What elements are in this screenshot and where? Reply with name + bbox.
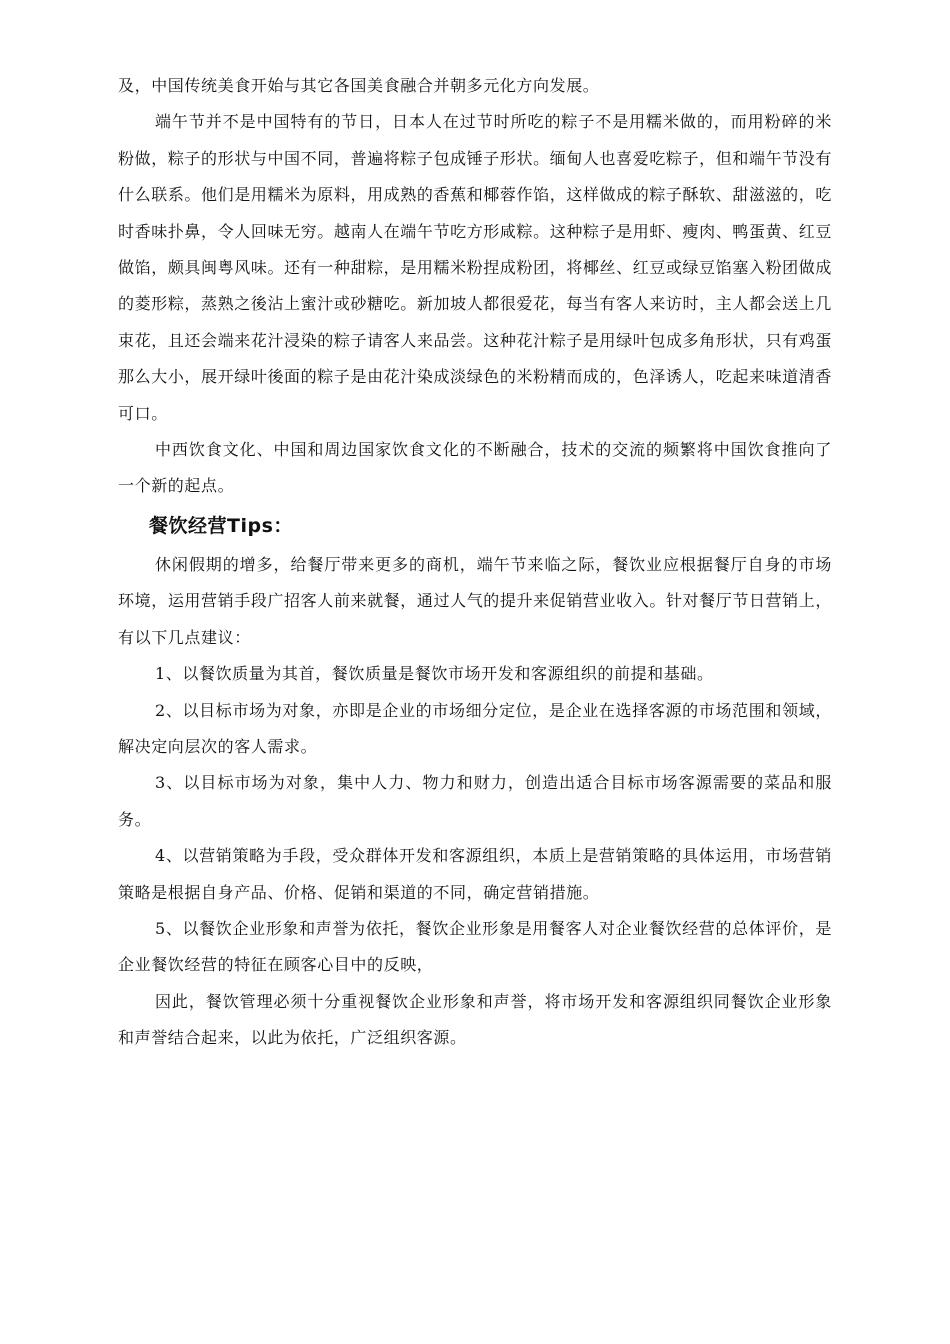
document-body: [118, 68, 832, 1057]
section-heading-tips: 餐饮经营Tips：: [149, 514, 293, 537]
paragraph-culture-fusion: 中西饮食文化、中国和周边国家饮食文化的不断融合，技术的交流的频繁将中国饮食推向了一个新的起点。: [118, 440, 832, 496]
paragraph-tip-5: 5、以餐饮企业形象和声誉为依托，餐饮企业形象是用餐客人对企业餐饮经营的总体评价，是企业餐饮经营的特征在顾客心目中的反映，: [118, 918, 832, 975]
paragraph-tip-4: 4、以营销策略为手段，受众群体开发和客源组织，本质上是营销策略的具体运用，市场营销策略是根据自身产品、价格、促销和渠道的不同，确定营销措施。: [118, 846, 832, 902]
paragraph-tip-2: 2、以目标市场为对象，亦即是企业的市场细分定位，是企业在选择客源的市场范围和领域，解决定向层次的客人需求。: [118, 700, 832, 756]
paragraph-tips-intro: 休闲假期的增多，给餐厅带来更多的商机，端午节来临之际，餐饮业应根据餐厅自身的市场环境，运用营销手段广招客人前来就餐，通过人气的提升来促销营业收入。针对餐厅节日营销上，有以下几点建议：: [118, 554, 832, 647]
paragraph-continuation: 及，中国传统美食开始与其它各国美食融合并朝多元化方向发展。: [118, 76, 600, 95]
paragraph-conclusion: 因此，餐饮管理必须十分重视餐饮企业形象和声誉，将市场开发和客源组织同餐饮企业形象和声誉结合起来，以此为依托，广泛组织客源。: [118, 991, 832, 1048]
paragraph-tip-3: 3、以目标市场为对象，集中人力、物力和财力，创造出适合目标市场客源需要的菜品和服务。: [118, 773, 832, 829]
paragraph-dragon-boat-abroad: 端午节并不是中国特有的节日，日本人在过节时所吃的粽子不是用糯米做的，而用粉碎的米粉做，粽子的形状与中国不同，普遍将粽子包成锤子形状。缅甸人也喜爱吃粽子，但和端午节没有什么联系。他们是用糯米为原料，用成熟的香蕉和椰蓉作馅，这样做成的粽子酥软、甜滋滋的，吃时香味扑鼻，令人回味无穷。越南人在端午节吃方形咸粽。这种粽子是用虾、瘦肉、鸭蛋黄、红豆做馅，颇具闽粤风味。还有一种甜粽，是用糯米粉捏成粉团，将椰丝、红豆或绿豆馅塞入粉团做成的菱形粽，蒸熟之後沾上蜜汁或砂糖吃。新加坡人都很爱花，每当有客人来访时，主人都会送上几束花，且还会端来花汁浸染的粽子请客人来品尝。这种花汁粽子是用绿叶包成多角形状，只有鸡蛋那么大小，展开绿叶後面的粽子是由花汁染成淡绿色的米粉精而成的，色泽诱人，吃起来味道清香可口。: [118, 112, 832, 423]
paragraph-tip-1: 1、以餐饮质量为其首，餐饮质量是餐饮市场开发和客源组织的前提和基础。: [155, 664, 714, 684]
